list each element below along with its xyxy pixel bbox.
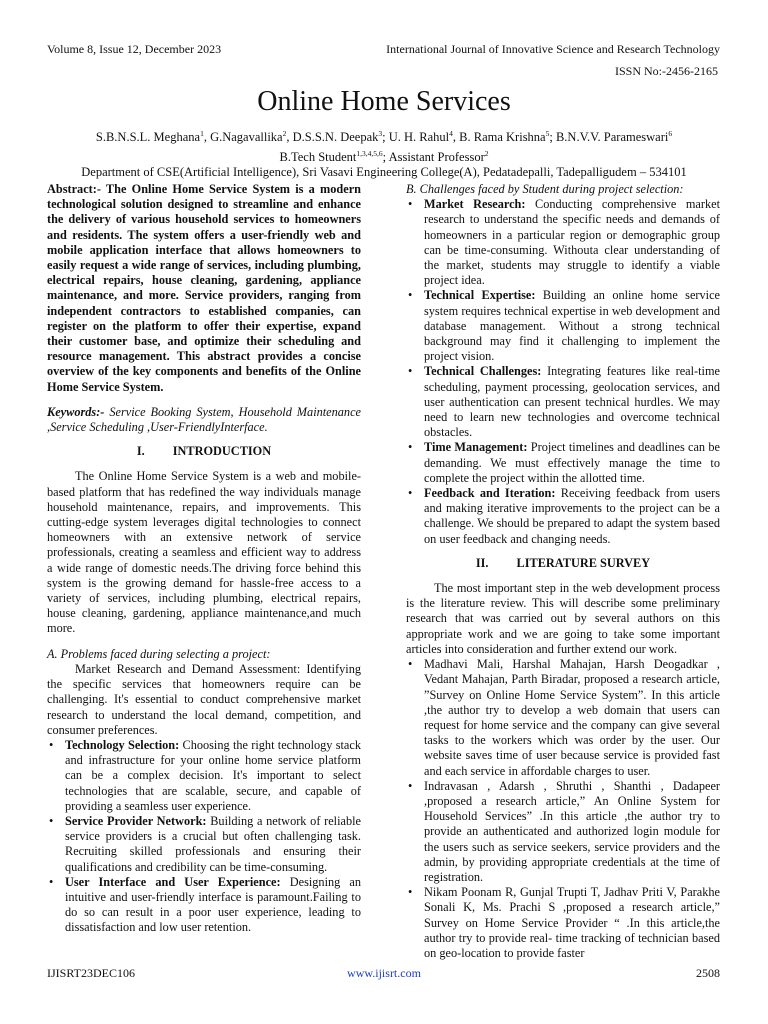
author: B.N.V.V. Parameswari$^6$	[555, 129, 673, 145]
page-number: 2508	[696, 966, 720, 980]
author: S.B.N.S.L. Meghana$^1$,	[95, 129, 211, 145]
literature-list	[406, 657, 720, 961]
author: B. Rama Krishna$^5$;	[459, 129, 556, 145]
affiliation: Department of CSE(Artificial Intelligence), Sri Vasavi Engineering College(A), Pedatadepalli, Tadepalligudem – 534101	[81, 165, 687, 180]
section-heading-introduction: I. INTRODUCTION	[136, 444, 272, 459]
list-item: • User Interface and User Experience: Designing an intuitive and user-friendly interface is paramount.Failing to do so can result in a poor user experience, leading to dissatisfaction and low user retention.	[49, 874, 362, 935]
list-item: • Technical Expertise: Building an online home service system requires technical expertise in web development and database management. Without a strong technical background may find it challenging to implement the project vision.	[408, 288, 720, 364]
right-column	[406, 182, 720, 961]
author: D.S.S.N. Deepak$^3$;	[292, 129, 389, 145]
author: U. H. Rahul$^4$,	[388, 129, 460, 145]
bullet-icon: •	[49, 874, 54, 889]
list-item: • Nikam Poonam R, Gunjal Trupti T, Jadhav Priti V, Parakhe Sonali K, Ms. Prachi S ,proposed a research article,” Survey on Home Service Provider “ .In this article,the author try to provide real- time tracking of technician based on geo-location to provide faster	[408, 885, 720, 960]
bullet-icon: •	[408, 778, 413, 793]
author: G.Nagavallika$^2$,	[210, 129, 293, 145]
challenges-list	[406, 197, 720, 547]
subsection-heading-b: B. Challenges faced by Student during project selection:	[406, 182, 684, 196]
author-list	[0, 126, 768, 146]
problems-list	[47, 738, 361, 936]
list-item: • Feedback and Iteration: Receiving feedback from users and making iterative improvements to the project can be a challenge. We should be prepared to adapt the system based on user feedback and changing needs.	[408, 486, 720, 546]
left-column	[47, 182, 361, 936]
subsection-heading-a: A. Problems faced during selecting a project:	[47, 646, 271, 661]
author-roles: B.Tech Student$^{1,3,4,5,6}$; Assistant Professor$^2$	[279, 148, 489, 164]
bullet-icon: •	[49, 813, 54, 828]
issn: ISSN No:-2456-2165	[614, 64, 718, 78]
keywords-text: Service Booking System, Household Maintenance ,Service Scheduling ,User-FriendlyInterface.	[47, 404, 361, 435]
section-heading-literature-survey: II. LITERATURE SURVEY	[475, 555, 651, 570]
list-item: • Technical Challenges: Integrating features like real-time scheduling, payment processing, geolocation services, and user authentication can present technical hurdles. We may need to learn new technologies and overcome technical obstacles.	[408, 364, 720, 440]
abstract: Abstract:- The Online Home Service System is a modern technological solution designed to streamline and enhance the delivery of various household services to homeowners and residents. The system offers a user-friendly web and mobile application interface that allows homeowners to easily request a wide range of services, including plumbing, electrical repairs, house cleaning, gardening, appliance maintenance, and more. Service providers, ranging from independent contractors to established companies, can register on the platform to offer their expertise, expand their customer base, and optimize their scheduling and resource management. This abstract provides a concise overview of the key components and benefits of the Online Home Service System.	[47, 182, 361, 394]
keywords-label: Keywords:-	[47, 404, 105, 419]
list-item: • Service Provider Network: Building a network of reliable service providers is a crucial but often challenging task. Recruiting skilled professionals and ensuring their qualifications and credibility can be time-consuming.	[49, 813, 361, 874]
journal-url-link[interactable]: www.ijisrt.com	[347, 966, 421, 980]
literature-intro-paragraph: The most important step in the web development process is the literature review. This will describe some preliminary research that was carried out by several authors on this appropriate work and we are going to take some important articles into consideration and further extend our work.	[406, 581, 720, 656]
volume-issue: Volume 8, Issue 12, December 2023	[47, 42, 222, 56]
bullet-icon: •	[408, 486, 413, 501]
bullet-icon: •	[408, 288, 413, 303]
bullet-icon: •	[49, 737, 54, 752]
bullet-icon: •	[408, 885, 413, 900]
bullet-icon: •	[408, 364, 413, 379]
keywords	[47, 405, 361, 435]
list-item: • Indravasan , Adarsh , Shruthi , Shanthi , Dadapeer ,proposed a research article,” An Online System for Household Services” .In this article ,the author try to provide an authenticated and authorized login module for the users such as service seekers, service providers and the admin, by providing appropriate credentials at the time of registration.	[408, 778, 720, 884]
list-item: • Technology Selection: Choosing the right technology stack and infrastructure for your online home service platform can be a complex decision. It's important to select technologies that are scalable, secure, and capable of providing a seamless user experience.	[49, 737, 361, 813]
bullet-icon: •	[408, 657, 413, 672]
list-item: • Market Research: Conducting comprehensive market research to understand the specific needs and demands of homeowners in a particular region or demographic group can be time-consuming. Withouta clear understanding of the market, students may struggle to identify a viable project idea.	[408, 197, 720, 288]
subsection-a-paragraph: Market Research and Demand Assessment: Identifying the specific services that homeowners require can be challenging. It's essential to conduct comprehensive market research to understand the local demand, competition, and consumer preferences.	[47, 661, 361, 737]
paper-code: IJISRT23DEC106	[47, 966, 135, 980]
introduction-paragraph: The Online Home Service System is a web and mobile-based platform that has redefined the way individuals manage household maintenance, repairs, and improvements. This cutting-edge system leverages digital technologies to connect homeowners with an extensive network of service professionals, creating a seamless and efficient way to address a wide range of domestic needs.The driving force behind this system is the growing demand for hassle-free access to a variety of services, including plumbing, electrical repairs, house cleaning, gardening, appliance maintenance,and much more.	[47, 469, 361, 636]
list-item: • Time Management: Project timelines and deadlines can be demanding. We must effectively manage the time to complete the project within the allotted time.	[408, 440, 720, 485]
journal-name: International Journal of Innovative Science and Research Technology	[386, 42, 720, 56]
list-item: • Madhavi Mali, Harshal Mahajan, Harsh Deogadkar , Vedant Mahajan, Parth Biradar, proposed a research article, ”Survey on Online Home Service System”. In this article ,the author try to develop a web domain that users can request for home service and the company can give several tasks to the workers which was order by the user. Our website saves time of user because service is provided fast and each service in affordable charges to user.	[408, 657, 720, 778]
author-block	[0, 126, 768, 181]
paper-title: Online Home Services	[257, 86, 511, 117]
bullet-icon: •	[408, 440, 413, 455]
bullet-icon: •	[408, 197, 413, 212]
